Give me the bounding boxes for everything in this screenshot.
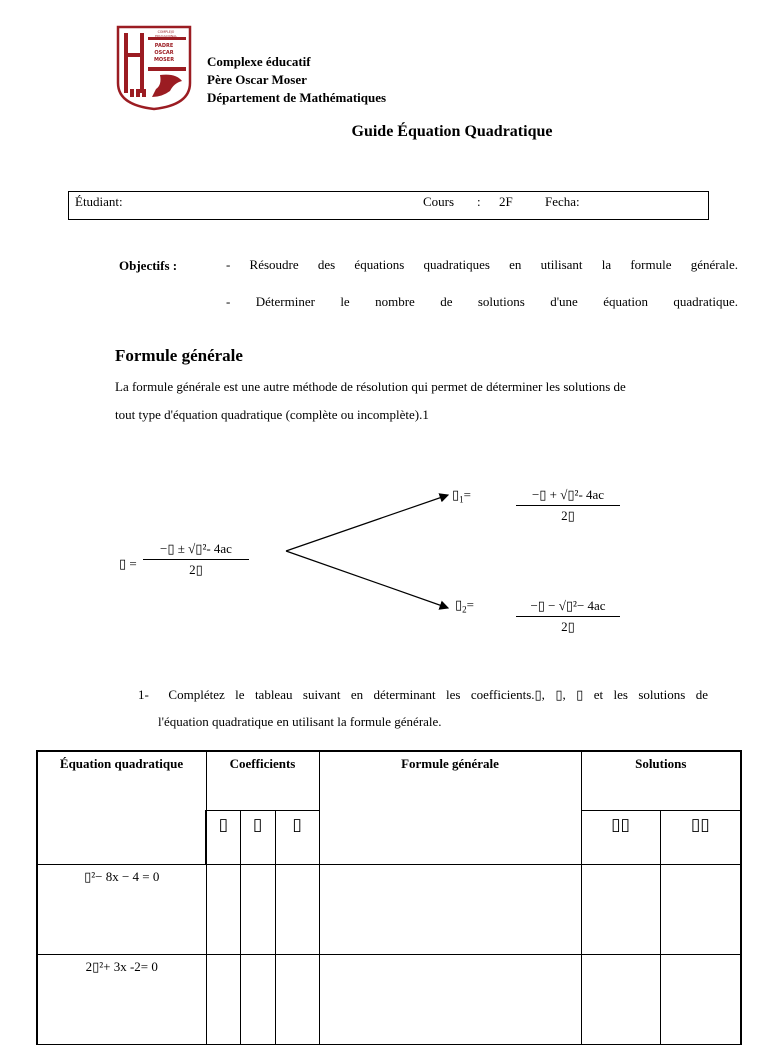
x1-numerator: −▯ + √▯²- 4ac: [516, 487, 620, 506]
coef-a-cell[interactable]: [206, 865, 240, 955]
x1-fraction: [516, 487, 620, 524]
formula-main-numerator: −▯ ± √▯²- 4ac: [143, 541, 249, 560]
course-colon: :: [477, 194, 481, 209]
header-coef-a: ▯: [206, 811, 240, 865]
arrow-to-x2: [286, 551, 448, 608]
question-1-line-2: l'équation quadratique en utilisant la formule générale.: [158, 714, 442, 729]
formula-cell[interactable]: [319, 865, 581, 955]
table-row: [37, 955, 741, 1045]
solution-1-cell[interactable]: [581, 955, 660, 1045]
svg-text:MOSER: MOSER: [153, 57, 175, 63]
question-1-number: 1-: [138, 687, 149, 702]
formula-main-denominator: 2▯: [189, 562, 203, 577]
equation-cell: ▯²− 8x − 4 = 0: [37, 865, 206, 955]
formula-branch-arrows: [280, 485, 463, 615]
svg-text:EDUCACIONAL: EDUCACIONAL: [155, 34, 177, 38]
svg-text:COMPLEJO: COMPLEJO: [157, 30, 175, 34]
question-1-line-1: [138, 681, 708, 708]
student-info-box: [68, 191, 709, 220]
header-solutions: Solutions: [581, 751, 741, 811]
solution-2-cell[interactable]: [660, 955, 741, 1045]
section-paragraph-line-1: La formule générale est une autre méthode de résolution qui permet de déterminer les solutions de: [115, 379, 626, 394]
objectives-label: Objectifs :: [119, 258, 178, 273]
coefficients-table: [36, 750, 742, 1045]
question-1: [138, 681, 708, 735]
objective-item-2: - Déterminer le nombre de solutions d'une équation quadratique.: [226, 294, 738, 309]
school-name: [207, 53, 386, 107]
course-value: 2F: [499, 194, 513, 209]
school-logo: [116, 25, 192, 111]
question-1-text-1: Complétez le tableau suivant en déterminant les coefficients.▯, ▯, ▯ et les solutions de: [168, 687, 708, 702]
formula-cell[interactable]: [319, 955, 581, 1045]
x1-label: [452, 487, 471, 505]
department-line: Département de Mathématiques: [207, 90, 387, 105]
solution-1-cell[interactable]: [581, 865, 660, 955]
coef-b-cell[interactable]: [240, 865, 275, 955]
x2-label: [455, 597, 474, 615]
date-label: Fecha:: [545, 194, 580, 209]
table-row: [37, 865, 741, 955]
coef-b-cell[interactable]: [240, 955, 275, 1045]
arrow-to-x1: [286, 495, 448, 551]
header-coef-b: ▯: [240, 811, 275, 865]
x2-subscript: 2: [462, 604, 467, 615]
objective-item-1: - Résoudre des équations quadratiques en utilisant la formule générale.: [226, 257, 738, 272]
header-sol-2: ▯▯: [660, 811, 741, 865]
section-paragraph-line-2: tout type d'équation quadratique (complète ou incomplète).1: [115, 407, 429, 422]
x2-symbol: ▯: [455, 597, 463, 612]
x1-equals: =: [463, 487, 471, 502]
coef-a-cell[interactable]: [206, 955, 240, 1045]
header-formula: Formule générale: [319, 751, 581, 865]
equation-cell: 2▯²+ 3x -2= 0: [37, 955, 206, 1045]
header-equation: Équation quadratique: [37, 751, 206, 865]
student-label: Étudiant:: [75, 194, 123, 209]
course-label: Cours: [423, 194, 455, 209]
school-line-1: Complexe éducatif: [207, 54, 311, 69]
coef-c-cell[interactable]: [275, 955, 319, 1045]
formula-main-fraction: [143, 541, 249, 578]
x2-equals: =: [466, 597, 474, 612]
coef-c-cell[interactable]: [275, 865, 319, 955]
x1-denominator: 2▯: [561, 508, 575, 523]
school-line-2: Père Oscar Moser: [207, 72, 307, 87]
svg-text:OSCAR: OSCAR: [154, 50, 174, 56]
section-heading: Formule générale: [115, 346, 243, 365]
x2-fraction: [516, 598, 620, 635]
header-coefficients: Coefficients: [206, 751, 319, 811]
solution-2-cell[interactable]: [660, 865, 741, 955]
header-coef-c: ▯: [275, 811, 319, 865]
x1-subscript: 1: [459, 494, 464, 505]
x1-symbol: ▯: [452, 487, 460, 502]
x2-numerator: −▯ − √▯²− 4ac: [516, 598, 620, 617]
x2-denominator: 2▯: [561, 619, 575, 634]
formula-lhs: ▯ =: [119, 556, 137, 571]
page-title: Guide Équation Quadratique: [351, 123, 553, 140]
svg-text:PADRE: PADRE: [154, 43, 174, 49]
header-sol-1: ▯▯: [581, 811, 660, 865]
